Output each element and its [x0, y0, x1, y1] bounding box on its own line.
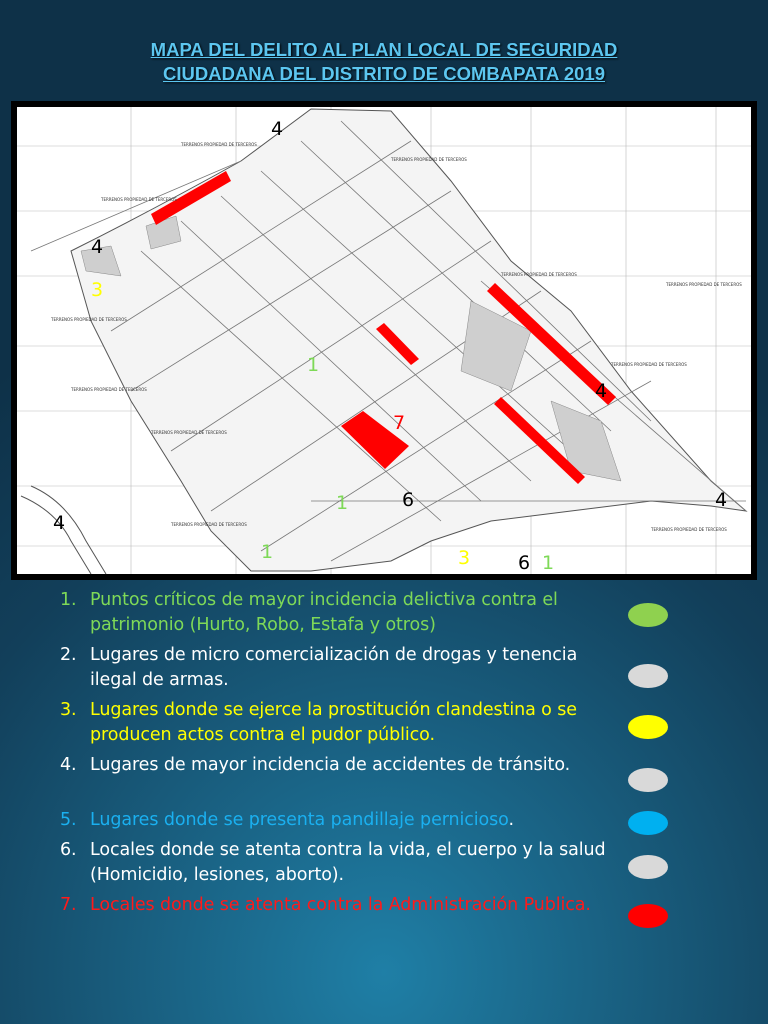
area-label-7: TERRENOS PROPIEDAD DE TERCEROS [501, 272, 577, 277]
legend-item-5 [58, 808, 618, 838]
legend-suffix-5: . [508, 810, 514, 830]
map-frame [11, 101, 757, 580]
legend-text-5: Lugares donde se presenta pandillaje pernicioso [90, 810, 509, 830]
legend-text-7: Locales donde se atenta contra la Administración Publica. [90, 895, 591, 915]
legend-item-6 [58, 838, 618, 893]
district-map [11, 101, 757, 580]
legend-num-4: 4. [60, 755, 77, 775]
legend-text-3: Lugares donde se ejerce la prostitución clandestina o se producen actos contra el pudor público. [90, 700, 577, 745]
area-label-6: TERRENOS PROPIEDAD DE TERCEROS [151, 430, 227, 435]
legend-item-2 [58, 643, 618, 698]
area-label-2: TERRENOS PROPIEDAD DE TERCEROS [391, 157, 467, 162]
legend-num-2: 2. [60, 645, 77, 665]
marker-4-north: 4 [271, 118, 284, 140]
page-title [0, 38, 768, 86]
marker-3-west: 3 [91, 279, 104, 301]
title-line-2: CIUDADANA DEL DISTRITO DE COMBAPATA 2019 [163, 63, 605, 84]
marker-6-bottom: 6 [518, 552, 531, 574]
legend-color-dot-3 [628, 715, 668, 739]
area-label-8: TERRENOS PROPIEDAD DE TERCEROS [611, 362, 687, 367]
legend-text-1: Puntos críticos de mayor incidencia delictiva contra el patrimonio (Hurto, Robo, Estafa y otros) [90, 590, 558, 635]
marker-4-west: 4 [91, 236, 104, 258]
area-label-1: TERRENOS PROPIEDAD DE TERCEROS [181, 142, 257, 147]
legend-item-1 [58, 588, 618, 643]
area-label-11: TERRENOS PROPIEDAD DE TERCEROS [171, 522, 247, 527]
marker-1-south: 1 [336, 492, 349, 514]
legend-num-6: 6. [60, 840, 77, 860]
legend-num-3: 3. [60, 700, 77, 720]
legend-text-6: Locales donde se atenta contra la vida, el cuerpo y la salud (Homicidio, lesiones, aborto). [90, 840, 606, 885]
area-label-5: TERRENOS PROPIEDAD DE TERCEROS [71, 387, 147, 392]
legend-color-dot-4 [628, 768, 668, 792]
legend-text-4: Lugares de mayor incidencia de accidentes de tránsito. [90, 755, 571, 775]
marker-4-southwest: 4 [53, 512, 66, 534]
marker-4-east: 4 [595, 380, 608, 402]
marker-1-bottom: 1 [542, 552, 555, 574]
area-label-9: TERRENOS PROPIEDAD DE TERCEROS [666, 282, 742, 287]
legend-item-4 [58, 753, 618, 808]
legend-color-dot-5 [628, 811, 668, 835]
marker-4-far-east: 4 [715, 489, 728, 511]
legend-item-3 [58, 698, 618, 753]
marker-7-center: 7 [393, 412, 406, 434]
legend-list [58, 588, 618, 948]
legend-num-7: 7. [60, 895, 77, 915]
legend-num-5: 5. [60, 810, 77, 830]
title-line-1: MAPA DEL DELITO AL PLAN LOCAL DE SEGURIDAD [150, 39, 618, 60]
legend-color-dot-6 [628, 855, 668, 879]
marker-1-southwest: 1 [261, 541, 274, 563]
legend-color-dot-7 [628, 904, 668, 928]
marker-1-center: 1 [307, 354, 320, 376]
marker-6-south: 6 [402, 489, 415, 511]
legend-color-dot-2 [628, 664, 668, 688]
legend-text-2: Lugares de micro comercialización de drogas y tenencia ilegal de armas. [90, 645, 578, 690]
area-label-10: TERRENOS PROPIEDAD DE TERCEROS [651, 527, 727, 532]
marker-3-south: 3 [458, 547, 471, 569]
area-label-3: TERRENOS PROPIEDAD DE TERCEROS [101, 197, 177, 202]
legend-color-dot-1 [628, 603, 668, 627]
area-label-4: TERRENOS PROPIEDAD DE TERCEROS [51, 317, 127, 322]
legend-num-1: 1. [60, 590, 77, 610]
legend-item-7 [58, 893, 618, 948]
